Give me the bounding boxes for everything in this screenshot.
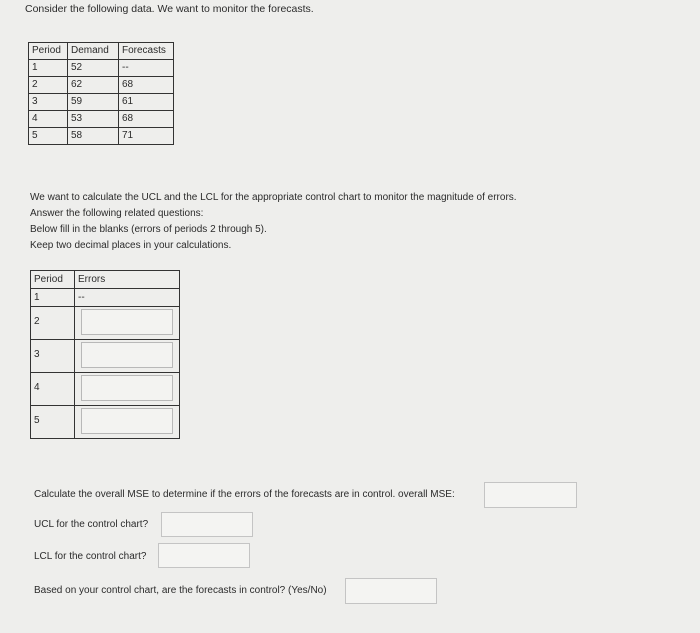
demand-cell: 62 [68, 77, 119, 94]
demand-cell: 53 [68, 111, 119, 128]
lcl-question: LCL for the control chart? [34, 551, 147, 562]
forecast-cell: 68 [119, 111, 174, 128]
in-control-input[interactable] [345, 578, 437, 604]
instruction-line: Keep two decimal places in your calculations. [30, 240, 232, 251]
period-cell: 3 [29, 94, 68, 111]
demand-cell: 58 [68, 128, 119, 145]
errors-header-row [31, 271, 180, 289]
period-cell: 2 [31, 307, 75, 340]
error-cell [75, 340, 180, 373]
table-row [31, 340, 180, 373]
period-cell: 5 [31, 406, 75, 439]
lcl-input[interactable] [158, 543, 250, 568]
in-control-question: Based on your control chart, are the forecasts in control? (Yes/No) [34, 585, 327, 596]
mse-question: Calculate the overall MSE to determine if the errors of the forecasts are in control. overall MSE: [34, 489, 455, 500]
period-cell: 4 [31, 373, 75, 406]
mse-input[interactable] [484, 482, 577, 508]
period-cell: 4 [29, 111, 68, 128]
period-cell: 3 [31, 340, 75, 373]
table-row [31, 406, 180, 439]
forecast-cell: -- [119, 60, 174, 77]
table-row [29, 128, 174, 145]
error-cell [75, 373, 180, 406]
table-row [29, 111, 174, 128]
table-header-row [29, 43, 174, 60]
demand-cell: 59 [68, 94, 119, 111]
header-errors: Errors [75, 271, 180, 289]
table-row [29, 94, 174, 111]
forecast-cell: 61 [119, 94, 174, 111]
header-demand: Demand [68, 43, 119, 60]
instruction-line: Answer the following related questions: [30, 208, 204, 219]
errors-table [30, 270, 180, 439]
header-period: Period [31, 271, 75, 289]
forecast-cell: 71 [119, 128, 174, 145]
instruction-line: Below fill in the blanks (errors of periods 2 through 5). [30, 224, 267, 235]
error-cell [75, 406, 180, 439]
table-row [31, 373, 180, 406]
data-table [28, 42, 174, 145]
period-cell: 1 [31, 289, 75, 307]
header-period: Period [29, 43, 68, 60]
error-input-period-3[interactable] [81, 342, 173, 368]
error-cell: -- [75, 289, 180, 307]
error-input-period-5[interactable] [81, 408, 173, 434]
table-row [31, 307, 180, 340]
period-cell: 5 [29, 128, 68, 145]
instructions-block [30, 190, 517, 254]
header-forecasts: Forecasts [119, 43, 174, 60]
ucl-input[interactable] [161, 512, 253, 537]
error-cell [75, 307, 180, 340]
demand-cell: 52 [68, 60, 119, 77]
table-row [29, 60, 174, 77]
forecast-cell: 68 [119, 77, 174, 94]
instruction-line: We want to calculate the UCL and the LCL for the appropriate control chart to monitor the magnitude of errors. [30, 192, 517, 203]
period-cell: 1 [29, 60, 68, 77]
period-cell: 2 [29, 77, 68, 94]
error-input-period-2[interactable] [81, 309, 173, 335]
ucl-question: UCL for the control chart? [34, 519, 149, 530]
table-row [31, 289, 180, 307]
intro-text: Consider the following data. We want to monitor the forecasts. [25, 3, 314, 15]
table-row [29, 77, 174, 94]
error-input-period-4[interactable] [81, 375, 173, 401]
